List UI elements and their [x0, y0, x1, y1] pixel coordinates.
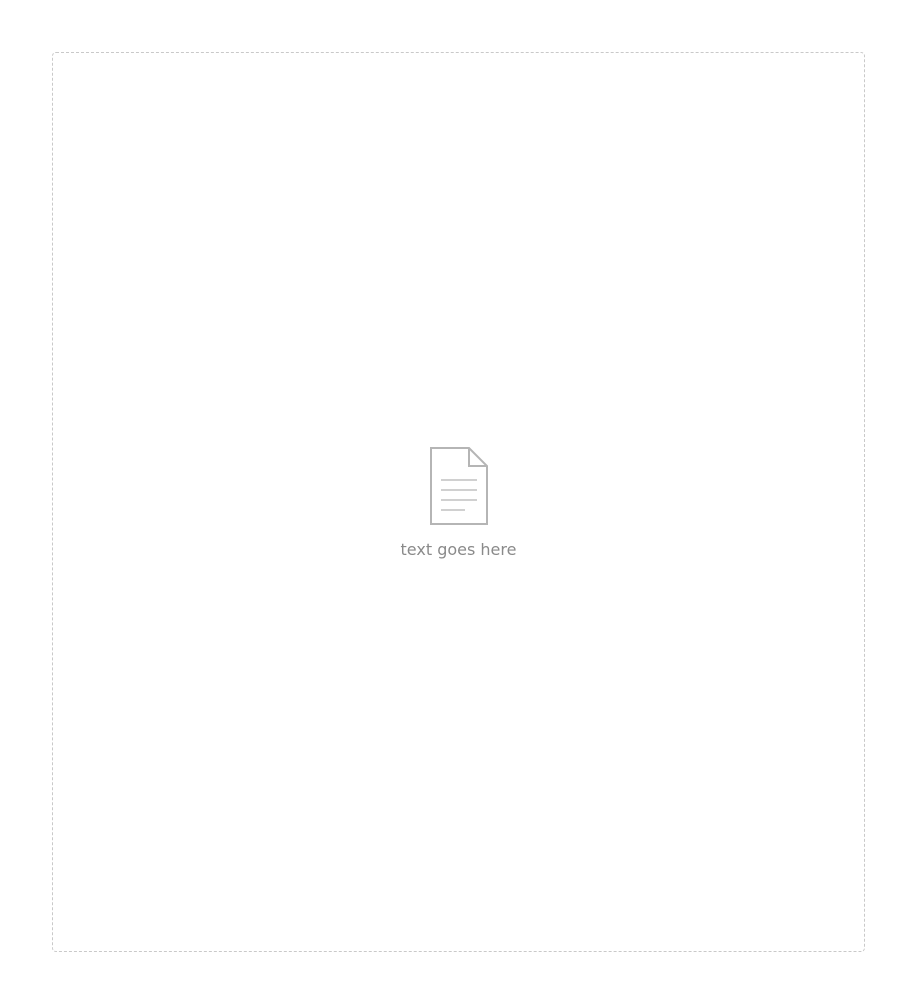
document-icon [427, 446, 491, 526]
empty-state-note: text goes here [400, 539, 517, 559]
document-body [52, 52, 865, 952]
